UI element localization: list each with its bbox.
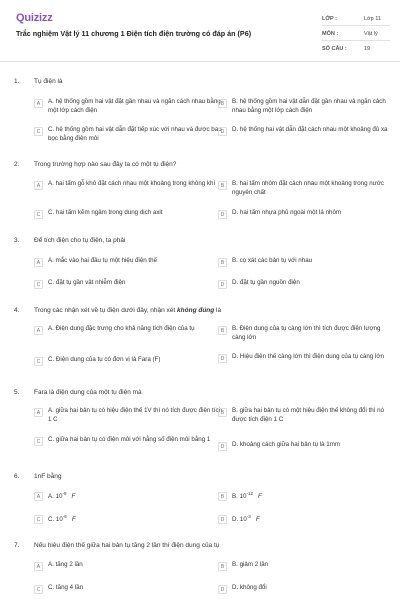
option-text: A. giữa hai bản tụ có hiệu điện thế 1V thì nó tích được điện tích 1 C xyxy=(48,407,223,423)
option-letter: D xyxy=(218,280,227,289)
option-letter: B xyxy=(218,562,227,571)
option-letter: C xyxy=(34,437,43,446)
question-number: 7. xyxy=(14,542,20,549)
question-text: Fara là điện dung của một tụ điện mà xyxy=(34,389,142,396)
option-d[interactable] xyxy=(218,584,390,594)
option-letter: C xyxy=(34,585,43,594)
option-letter: A xyxy=(34,258,43,267)
option-exponent: -9 xyxy=(62,491,67,496)
option-d[interactable] xyxy=(218,209,390,219)
meta-subject-key: MÔN : xyxy=(322,31,339,37)
option-text: D. không đổi xyxy=(232,584,267,591)
option-b[interactable] xyxy=(218,491,390,502)
option-letter: C xyxy=(34,357,43,366)
option-letter: A xyxy=(34,562,43,571)
option-b[interactable] xyxy=(218,98,390,116)
question-number: 1. xyxy=(14,78,20,85)
option-letter: D xyxy=(218,585,227,594)
option-base: D. 10 xyxy=(232,516,247,524)
question-number: 5. xyxy=(14,389,20,396)
option-letter: A xyxy=(34,326,43,335)
option-b[interactable] xyxy=(218,561,390,571)
document-title: Trắc nghiệm Vật lý 11 chương 1 Điện tích điện trường có đáp án (P6) xyxy=(16,29,252,38)
option-letter: D xyxy=(218,515,227,524)
option-b[interactable] xyxy=(218,325,390,343)
option-letter: D xyxy=(218,127,227,136)
option-a[interactable] xyxy=(34,257,222,267)
option-letter: A xyxy=(34,99,43,108)
question-number: 6. xyxy=(14,473,20,480)
option-text: C. hai tấm kẽm ngâm trong dung dịch axit xyxy=(48,209,163,216)
option-letter: B xyxy=(218,326,227,335)
option-c[interactable] xyxy=(34,436,222,446)
option-a[interactable] xyxy=(34,561,222,571)
option-d[interactable] xyxy=(218,279,390,289)
option-letter: A xyxy=(34,492,43,501)
option-letter: B xyxy=(218,492,227,501)
option-text: C. hệ thống gồm hai vật dẫn đặt tiếp xúc với nhau và được bao bọc bằng điện môi xyxy=(48,126,222,142)
option-text: B. Điện dung của tụ càng lớn thì tích được điện lượng càng lớn xyxy=(232,325,381,341)
meta-divider xyxy=(322,40,390,41)
option-d[interactable] xyxy=(218,353,390,363)
option-unit: F xyxy=(71,516,76,524)
question-text: Trong trường hợp nào sau đây ta có một tụ điện? xyxy=(34,161,177,168)
option-letter: D xyxy=(218,354,227,363)
option-exponent: -12 xyxy=(246,491,253,496)
option-base: A. 10 xyxy=(48,493,63,501)
option-text: D. hệ thống hai vật dẫn đặt cách nhau một khoảng đủ xa xyxy=(232,126,388,133)
option-text: A. hệ thống gồm hai vật đặt gần nhau và ngăn cách nhau bằng một lớp cách điện xyxy=(48,98,221,114)
option-text: B. hai tấm nhôm đặt cách nhau một khoảng trong nước nguyên chất xyxy=(232,180,384,196)
question-text-emphasis: không đúng xyxy=(177,307,215,314)
option-text: A. Điện dung đặc trưng cho khả năng tích điện của tụ xyxy=(48,325,195,332)
option-a[interactable] xyxy=(34,325,222,335)
option-exponent: -3 xyxy=(246,514,251,519)
option-b[interactable] xyxy=(218,180,390,198)
option-b[interactable] xyxy=(218,407,390,425)
option-unit: F xyxy=(71,493,76,501)
option-letter: C xyxy=(34,127,43,136)
meta-divider xyxy=(322,25,390,26)
option-d[interactable] xyxy=(218,441,390,451)
option-text xyxy=(48,514,76,525)
option-text: C. tăng 4 lần xyxy=(48,584,84,591)
option-unit: F xyxy=(255,516,260,524)
option-c[interactable] xyxy=(34,279,222,289)
question-text-after: là xyxy=(214,307,222,314)
option-c[interactable] xyxy=(34,126,222,144)
option-letter: B xyxy=(218,408,227,417)
option-text: D. khoảng cách giữa hai bản tụ là 1mm xyxy=(232,441,341,448)
option-exponent: -6 xyxy=(62,514,67,519)
option-c[interactable] xyxy=(34,584,222,594)
option-text: D. đặt tụ gần nguồn điện xyxy=(232,279,300,286)
question-text: Để tích điện cho tụ điện, ta phải xyxy=(34,237,126,244)
quizizz-logo: Quizizz xyxy=(16,12,53,24)
question-number: 3. xyxy=(14,237,20,244)
option-base: B. 10 xyxy=(232,493,247,501)
option-letter: B xyxy=(218,258,227,267)
meta-count-key: SỐ CÂU : xyxy=(322,46,347,52)
option-c[interactable] xyxy=(34,356,222,366)
option-d[interactable] xyxy=(218,514,390,525)
option-text xyxy=(48,491,75,502)
option-a[interactable] xyxy=(34,180,222,190)
question-text: Tụ điện là xyxy=(34,78,63,85)
option-letter: D xyxy=(218,210,227,219)
option-c[interactable] xyxy=(34,209,222,219)
option-letter: D xyxy=(218,442,227,451)
option-text: B. cọ xát các bản tụ với nhau xyxy=(232,257,313,264)
option-text: D. hai tấm nhựa phủ ngoài một lá nhôm xyxy=(232,209,342,216)
option-unit: F xyxy=(257,493,262,501)
option-text: C. giữa hai bản tụ có điện môi với hằng số điện môi bằng 1 xyxy=(48,436,211,443)
meta-class-value: Lớp 11 xyxy=(364,16,381,22)
question-text: Nếu hiệu điện thế giữa hai bản tụ tăng 2 lần thì điện dung của tụ xyxy=(34,542,220,549)
option-a[interactable] xyxy=(34,407,222,425)
option-text: A. mắc vào hai đầu tụ một hiệu điện thế xyxy=(48,257,158,264)
option-text xyxy=(232,514,260,525)
question-text: 1nF bằng xyxy=(34,473,62,480)
meta-class-key: LỚP : xyxy=(322,16,337,22)
option-letter: C xyxy=(34,280,43,289)
meta-subject-value: Vật lý xyxy=(364,31,378,37)
option-letter: C xyxy=(34,515,43,524)
option-text: B. giữa hai bản tụ có một hiệu điện thế không đổi thì nó được tích điện 1 C xyxy=(232,407,385,423)
option-b[interactable] xyxy=(218,257,390,267)
option-text: B. hệ thống gồm hai vật dẫn đặt gần nhau và ngăn cách nhau bằng một lớp cách điện xyxy=(232,98,386,114)
option-text: A. tăng 2 lần xyxy=(48,561,83,568)
option-c[interactable] xyxy=(34,514,222,525)
question-number: 2. xyxy=(14,161,20,168)
option-text xyxy=(232,491,262,502)
option-text: D. Hiệu điện thế càng lớn thì điện dung của tụ càng lớn xyxy=(232,353,384,360)
option-text: B. giảm 2 lần xyxy=(232,561,269,568)
option-text: C. đặt tụ gần vật nhiễm điện xyxy=(48,279,126,286)
option-text: A. hai tấm gỗ khô đặt cách nhau một khoảng trong không khí xyxy=(48,180,216,187)
question-text xyxy=(34,307,364,314)
meta-count-value: 19 xyxy=(364,46,371,52)
option-letter: A xyxy=(34,408,43,417)
option-a[interactable] xyxy=(34,98,222,116)
document-header xyxy=(0,0,400,62)
option-text: C. Điện dung của tụ có đơn vị là Fara (F) xyxy=(48,356,161,363)
question-text-before: Trong các nhận xét về tụ điện dưới đây, nhận xét xyxy=(34,307,178,314)
option-d[interactable] xyxy=(218,126,390,136)
option-letter: A xyxy=(34,181,43,190)
option-base: C. 10 xyxy=(48,516,63,524)
option-letter: B xyxy=(218,99,227,108)
option-a[interactable] xyxy=(34,491,222,502)
option-letter: B xyxy=(218,181,227,190)
option-letter: C xyxy=(34,210,43,219)
question-number: 4. xyxy=(14,307,20,314)
